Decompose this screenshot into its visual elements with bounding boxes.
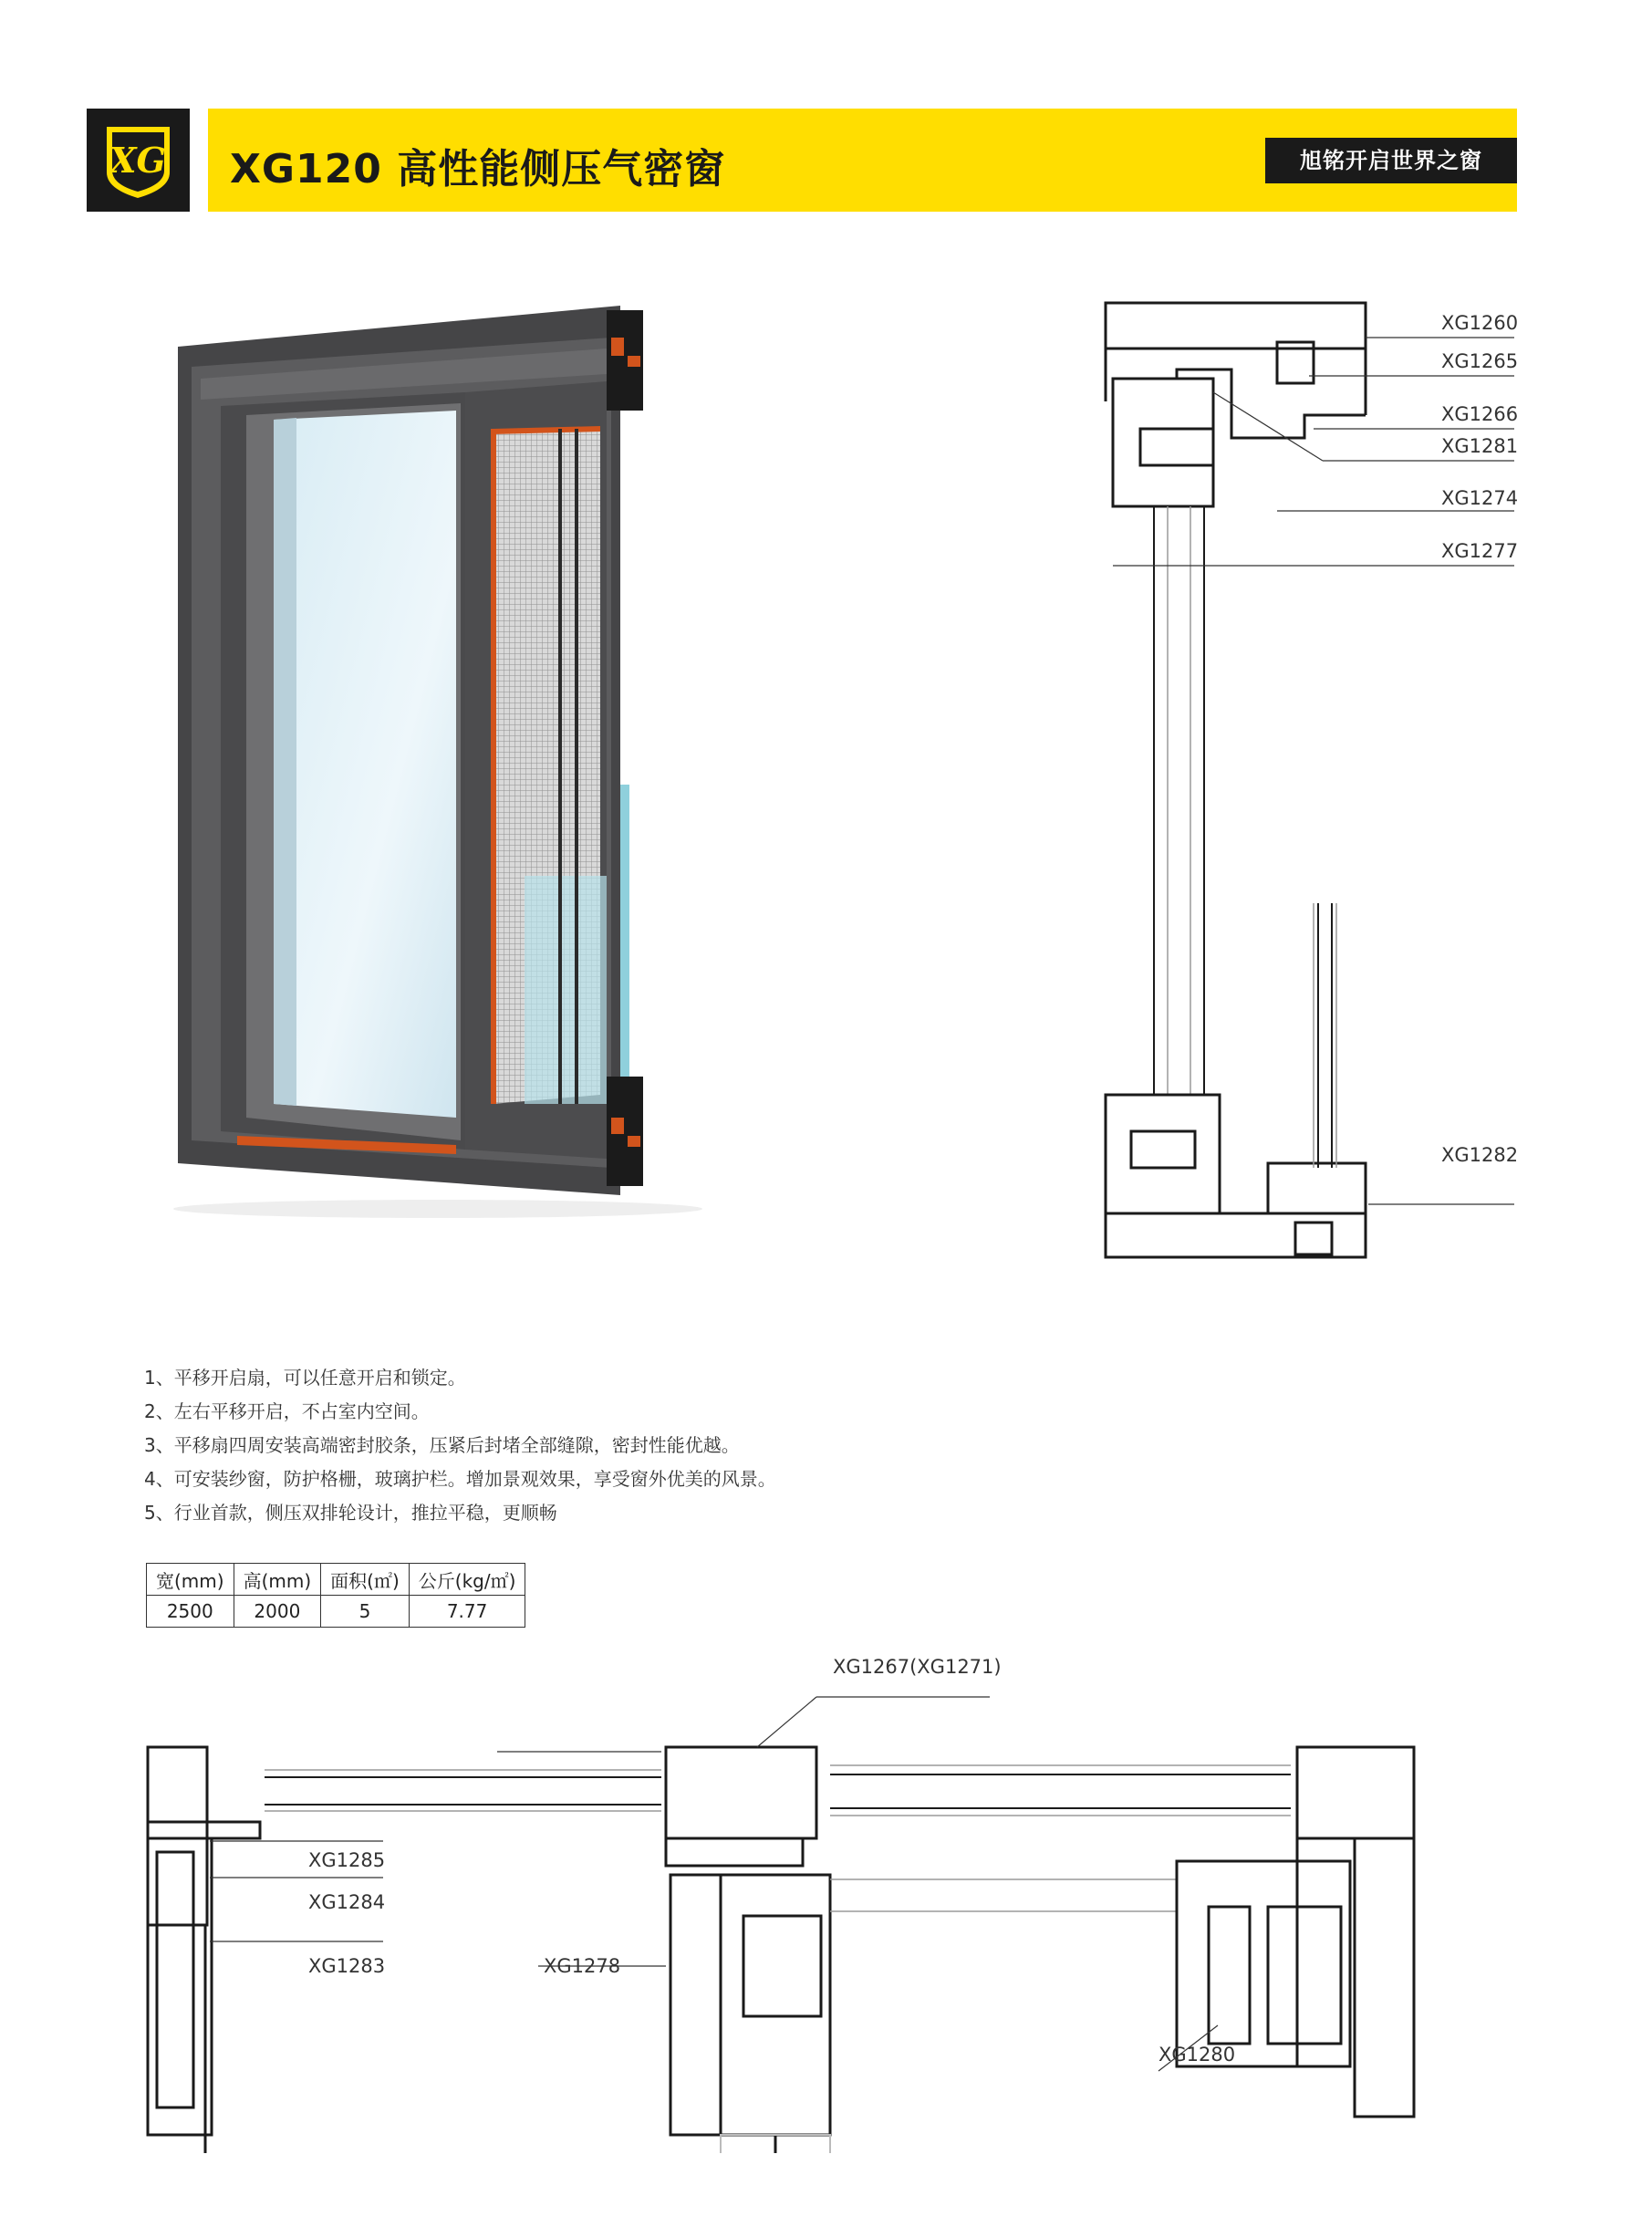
table-header-cell: 面积(㎡)	[321, 1564, 410, 1596]
spec-table	[146, 1563, 525, 1628]
feature-list	[144, 1367, 776, 1535]
page-title: XG120 高性能侧压气密窗	[230, 146, 726, 193]
table-header-cell: 宽(mm)	[147, 1564, 234, 1596]
label-xg1267: XG1267(XG1271)	[833, 1656, 1002, 1678]
table-cell: 2500	[147, 1596, 234, 1628]
slogan-badge: 旭铭开启世界之窗	[1265, 138, 1517, 183]
table-header-cell: 高(mm)	[234, 1564, 321, 1596]
feature-item: 5、行业首款，侧压双排轮设计，推拉平稳，更顺畅	[144, 1502, 557, 1524]
table-row	[147, 1596, 525, 1628]
feature-item: 3、平移扇四周安装高端密封胶条，压紧后封堵全部缝隙，密封性能优越。	[144, 1434, 740, 1456]
label-xg1277: XG1277	[1441, 540, 1519, 562]
feature-item: 4、可安装纱窗，防护格栅，玻璃护栏。增加景观效果，享受窗外优美的风景。	[144, 1468, 776, 1490]
header-bar	[208, 109, 1517, 212]
label-xg1278: XG1278	[544, 1955, 621, 1977]
label-xg1281: XG1281	[1441, 435, 1519, 457]
table-cell: 7.77	[409, 1596, 525, 1628]
label-xg1265: XG1265	[1441, 350, 1519, 372]
table-header-row	[147, 1564, 525, 1596]
feature-item: 2、左右平移开启，不占室内空间。	[144, 1400, 430, 1422]
label-xg1274: XG1274	[1441, 487, 1519, 509]
shield-logo-icon	[87, 109, 190, 212]
label-xg1266: XG1266	[1441, 403, 1519, 425]
svg-text:XG: XG	[109, 140, 166, 181]
feature-item: 1、平移开启扇，可以任意开启和锁定。	[144, 1367, 466, 1389]
table-header-cell: 公斤(kg/㎡)	[409, 1564, 525, 1596]
label-xg1282: XG1282	[1441, 1144, 1519, 1166]
label-xg1280: XG1280	[1158, 2044, 1236, 2066]
table-cell: 2000	[234, 1596, 321, 1628]
label-xg1285: XG1285	[308, 1849, 386, 1871]
window-product-image	[164, 292, 730, 1223]
brand-logo	[87, 109, 190, 212]
table-cell: 5	[321, 1596, 410, 1628]
label-xg1284: XG1284	[308, 1891, 386, 1913]
label-xg1260: XG1260	[1441, 312, 1519, 334]
label-xg1283: XG1283	[308, 1955, 386, 1977]
